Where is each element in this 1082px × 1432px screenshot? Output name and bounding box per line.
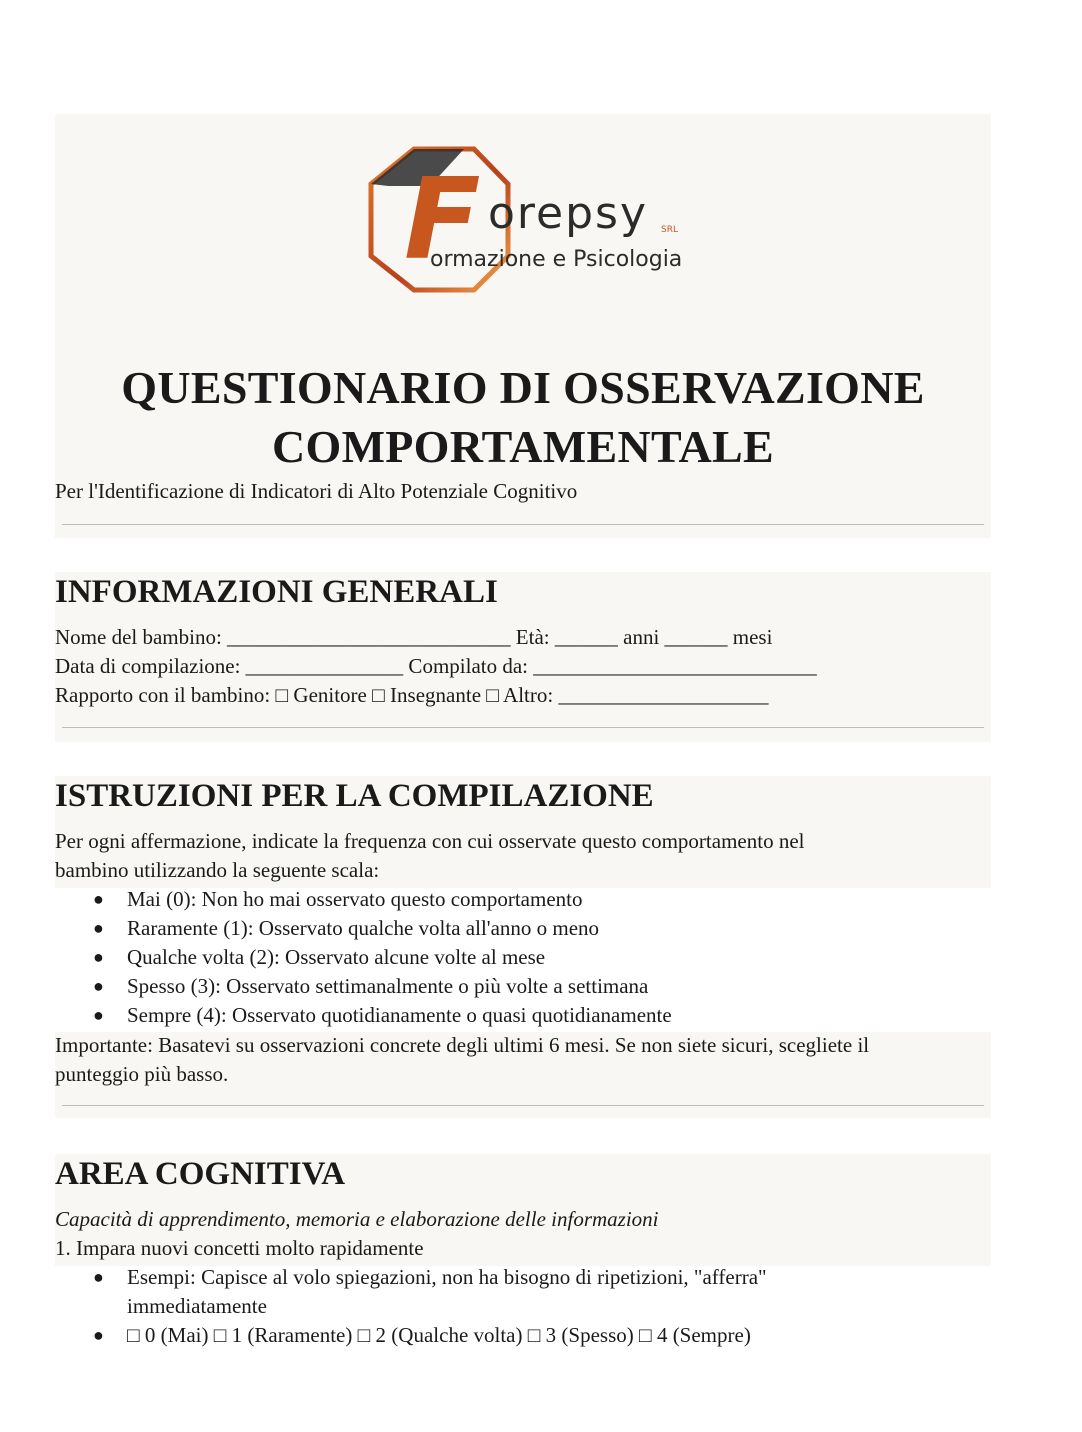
important-note-line-2: punteggio più basso. [55, 1062, 229, 1086]
list-item [55, 972, 672, 1001]
area-heading: AREA COGNITIVA [55, 1156, 346, 1192]
list-item [55, 1001, 672, 1030]
list-item [55, 1263, 767, 1292]
list-item [55, 1292, 767, 1321]
title-line-2: COMPORTAMENTALE [271, 421, 775, 472]
example-line-2: immediatamente [127, 1294, 267, 1318]
example-line-1: Esempi: Capisce al volo spiegazioni, non ha bisogno di ripetizioni, "afferra" [127, 1265, 767, 1289]
list-item [55, 885, 672, 914]
logo-wordmark: orepsy [488, 188, 649, 239]
bullet-icon: ● [93, 976, 104, 996]
scale-item-1: Raramente (1): Osservato qualche volta all'anno o meno [127, 916, 600, 940]
scale-item-2: Qualche volta (2): Osservato alcune volte al mese [127, 945, 546, 969]
info-date-compiler-line[interactable]: Data di compilazione: _______________ Compilato da: ___________________________ [55, 654, 817, 678]
important-note-line-1: Importante: Basatevi su osservazioni concrete degli ultimi 6 mesi. Se non siete sicuri, scegliete il [55, 1033, 870, 1057]
page-title [55, 358, 991, 476]
bullet-icon: ● [93, 1267, 104, 1287]
question-1-details [55, 1263, 767, 1350]
bullet-icon: ● [93, 947, 104, 967]
list-item [55, 914, 672, 943]
bullet-icon: ● [93, 1325, 104, 1345]
divider [62, 727, 984, 728]
logo-tagline: ormazione e Psicologia [430, 247, 683, 272]
title-line-1: QUESTIONARIO DI OSSERVAZIONE [121, 362, 925, 413]
bullet-icon: ● [93, 918, 104, 938]
scale-item-4: Sempre (4): Osservato quotidianamente o quasi quotidianamente [127, 1003, 672, 1027]
list-item [55, 943, 672, 972]
instructions-intro-line-2: bambino utilizzando la seguente scala: [55, 858, 380, 882]
logo-suffix: SRL [661, 225, 678, 235]
instructions-intro-line-1: Per ogni affermazione, indicate la frequenza con cui osservate questo comportamento nel [55, 829, 805, 853]
bullet-icon: ● [93, 1005, 104, 1025]
answer-options[interactable]: □ 0 (Mai) □ 1 (Raramente) □ 2 (Qualche volta) □ 3 (Spesso) □ 4 (Sempre) [127, 1323, 751, 1347]
question-1: 1. Impara nuovi concetti molto rapidamente [55, 1236, 424, 1260]
area-subtitle: Capacità di apprendimento, memoria e elaborazione delle informazioni [55, 1207, 659, 1231]
divider [62, 1105, 984, 1106]
logo-f-letter: F [404, 155, 481, 285]
forepsy-logo [368, 146, 688, 294]
divider [62, 524, 984, 525]
info-relationship-line[interactable]: Rapporto con il bambino: □ Genitore □ Insegnante □ Altro: ____________________ [55, 683, 769, 707]
bullet-icon: ● [93, 889, 104, 909]
info-heading: INFORMAZIONI GENERALI [55, 574, 498, 610]
list-item [55, 1321, 767, 1350]
instructions-heading: ISTRUZIONI PER LA COMPILAZIONE [55, 778, 654, 814]
scale-list [55, 885, 672, 1030]
info-name-age-line[interactable]: Nome del bambino: ___________________________ Età: ______ anni ______ mesi [55, 625, 773, 649]
page-subtitle: Per l'Identificazione di Indicatori di Alto Potenziale Cognitivo [55, 479, 578, 503]
scale-item-3: Spesso (3): Osservato settimanalmente o più volte a settimana [127, 974, 649, 998]
scale-item-0: Mai (0): Non ho mai osservato questo comportamento [127, 887, 583, 911]
